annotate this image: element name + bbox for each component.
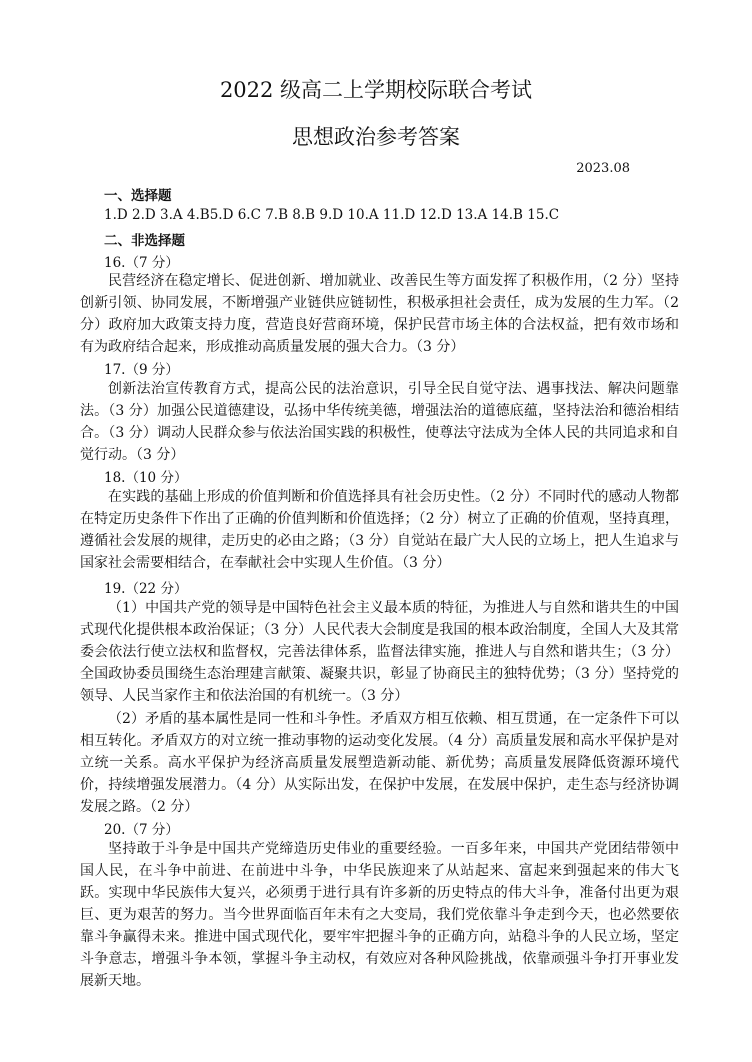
exam-subtitle: 思想政治参考答案 (292, 125, 460, 149)
choice-answers: 1.D 2.D 3.A 4.B5.D 6.C 7.B 8.B 9.D 10.A 11.D 12.D 13.A 14.B 15.C (104, 207, 560, 223)
question-19-part-2-answer: （2）矛盾的基本属性是同一性和斗争性。矛盾双方相互依赖、相互贯通，在一定条件下可以相互转化。矛盾双方的对立统一推动事物的运动变化发展。（4 分）高质量发展和高水平保护是对立统一关系。高水平保护为经济高质量发展塑造新动能、新优势；高质量发展降低资源环境代价，持续增强发展潜力。（4 分）从实际出发，在保护中发展，在发展中保护，走生态与经济协调发展之路。（2 分） (80, 711, 679, 815)
question-20-answer: 坚持敢于斗争是中国共产党缔造历史伟业的重要经验。一百多年来，中国共产党团结带领中国人民，在斗争中前进、在前进中斗争，中华民族迎来了从站起来、富起来到强起来的伟大飞跃。实现中华民族伟大复兴，必须勇于进行具有许多新的历史特点的伟大斗争，准备付出更为艰巨、更为艰苦的努力。当今世界面临百年未有之大变局，我们党依靠斗争走到今天，也必然要依靠斗争赢得未来。推进中国式现代化，要牢牢把握斗争的正确方向，站稳斗争的人民立场，坚定斗争意志，增强斗争本领，掌握斗争主动权，有效应对各种风险挑战，依靠顽强斗争打开事业发展新天地。 (80, 841, 679, 989)
question-17-label: 17.（9 分） (104, 362, 179, 378)
question-18-label: 18.（10 分） (104, 470, 188, 486)
nonchoice-section-heading: 二、非选择题 (104, 233, 185, 249)
question-18-answer: 在实践的基础上形成的价值判断和价值选择具有社会历史性。（2 分）不同时代的感动人物都在特定历史条件下作出了正确的价值判断和价值选择；（2 分）树立了正确的价值观，坚持真理，遵循社会发展的规律，走历史的必由之路；（3 分）自觉站在最广大人民的立场上，把人生追求与国家社会需要相结合，在奉献社会中实现人生价值。（3 分） (80, 489, 679, 571)
choice-section-heading: 一、选择题 (104, 188, 172, 204)
question-19-label: 19.（22 分） (104, 581, 188, 597)
question-16-label: 16.（7 分） (104, 255, 179, 271)
exam-title: 2022 级高二上学期校际联合考试 (219, 78, 533, 102)
question-19-part-1-answer: （1）中国共产党的领导是中国特色社会主义最本质的特征，为推进人与自然和谐共生的中国式现代化提供根本政治保证；（3 分）人民代表大会制度是我国的根本政治制度，全国人大及其常委会依法行使立法权和监督权，完善法律体系，监督法律实施，推进人与自然和谐共生；（3 分）全国政协委员围绕生态治理建言献策、凝聚共识，彰显了协商民主的独特优势；（3 分）坚持党的领导、人民当家作主和依法治国的有机统一。（3 分） (80, 600, 679, 704)
question-16-answer: 民营经济在稳定增长、促进创新、增加就业、改善民生等方面发挥了积极作用，（2 分）坚持创新引领、协同发展，不断增强产业链供应链韧性，积极承担社会责任，成为发展的生力军。（2 分）政府加大政策支持力度，营造良好营商环境，保护民营市场主体的合法权益，把有效市场和有为政府结合起来，形成推动高质量发展的强大合力。（3 分） (80, 273, 679, 355)
question-20-label: 20.（7 分） (104, 822, 179, 838)
question-17-answer: 创新法治宣传教育方式，提高公民的法治意识，引导全民自觉守法、遇事找法、解决问题靠法。（3 分）加强公民道德建设，弘扬中华传统美德，增强法治的道德底蕴，坚持法治和德治相结合。（3 分）调动人民群众参与依法治国实践的积极性，使尊法守法成为全体人民的共同追求和自觉行动。（3 分） (80, 381, 679, 463)
exam-date: 2023.08 (576, 161, 630, 176)
